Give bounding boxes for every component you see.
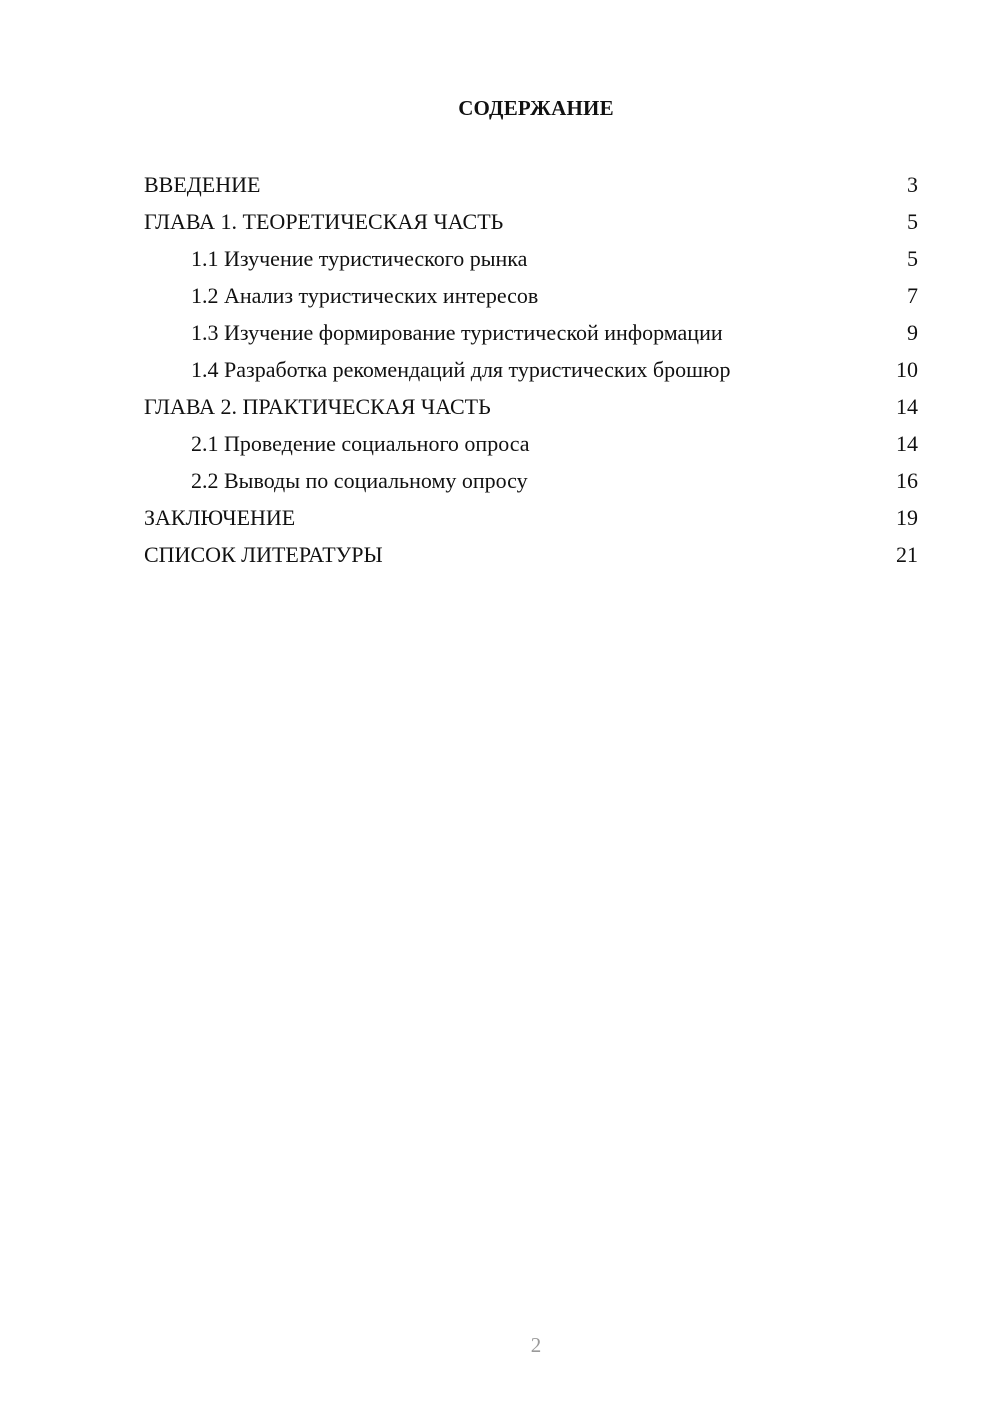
toc-entry-label: ГЛАВА 1. ТЕОРЕТИЧЕСКАЯ ЧАСТЬ	[144, 209, 504, 234]
toc-entry-page: 14	[896, 394, 918, 419]
toc-entry-page: 3	[907, 172, 918, 197]
toc-entry-page: 14	[896, 431, 918, 456]
page-title: СОДЕРЖАНИЕ	[458, 96, 614, 120]
toc-entry-page: 21	[896, 542, 918, 567]
page-number: 2	[530, 1333, 542, 1357]
toc-entry-section-1-4[interactable]	[144, 351, 918, 388]
toc-entry-page: 9	[907, 320, 918, 345]
toc-entry-page: 10	[896, 357, 918, 382]
toc-entry-chapter-1[interactable]	[144, 203, 918, 240]
toc-entry-bibliography[interactable]	[144, 536, 918, 573]
toc-entry-section-2-1[interactable]	[144, 425, 918, 462]
table-of-contents	[144, 166, 918, 573]
toc-entry-conclusion[interactable]	[144, 499, 918, 536]
toc-entry-label: 2.1 Проведение социального опроса	[191, 431, 530, 456]
toc-entry-section-1-3[interactable]	[144, 314, 918, 351]
toc-entry-page: 16	[896, 468, 918, 493]
toc-entry-section-1-1[interactable]	[144, 240, 918, 277]
toc-entry-page: 5	[907, 246, 918, 271]
toc-entry-label: ГЛАВА 2. ПРАКТИЧЕСКАЯ ЧАСТЬ	[144, 394, 491, 419]
toc-entry-label: 1.3 Изучение формирование туристической информации	[191, 320, 723, 345]
toc-entry-label: 1.4 Разработка рекомендаций для туристических брошюр	[191, 357, 731, 382]
toc-entry-page: 7	[907, 283, 918, 308]
toc-entry-section-1-2[interactable]	[144, 277, 918, 314]
toc-entry-label: 1.2 Анализ туристических интересов	[191, 283, 539, 308]
toc-entry-page: 19	[896, 505, 918, 530]
toc-entry-label: ВВЕДЕНИЕ	[144, 172, 261, 197]
toc-entry-introduction[interactable]	[144, 166, 918, 203]
toc-entry-label: 2.2 Выводы по социальному опросу	[191, 468, 528, 493]
toc-entry-label: СПИСОК ЛИТЕРАТУРЫ	[144, 542, 383, 567]
toc-entry-chapter-2[interactable]	[144, 388, 918, 425]
toc-entry-label: 1.1 Изучение туристического рынка	[191, 246, 528, 271]
toc-entry-section-2-2[interactable]	[144, 462, 918, 499]
toc-entry-label: ЗАКЛЮЧЕНИЕ	[144, 505, 296, 530]
toc-entry-page: 5	[907, 209, 918, 234]
